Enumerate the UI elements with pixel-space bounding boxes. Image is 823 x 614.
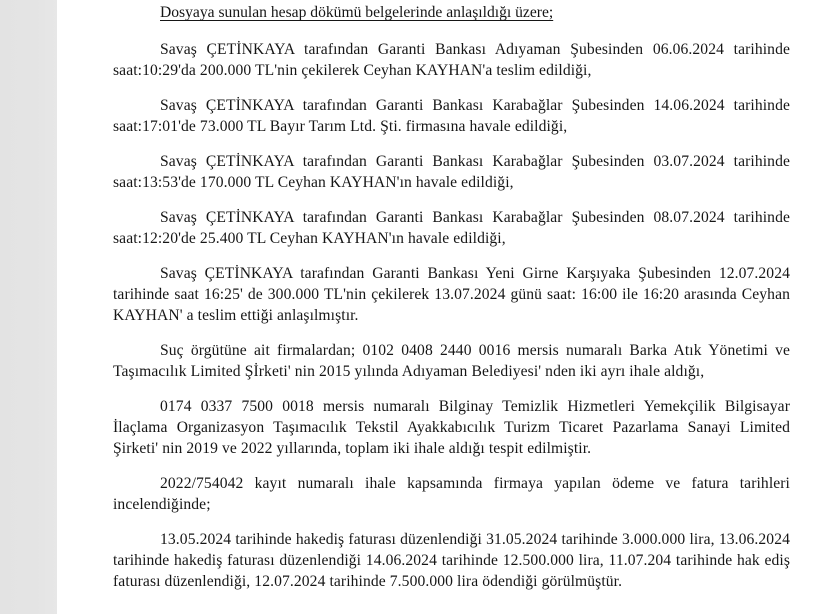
paragraph-company-barka: Suç örgütüne ait firmalardan; 0102 0408 2440 0016 mersis numaralı Barka Atık Yönetimi ve Taşımacılık Limited Şİrketi' nin 2015 yılında Adıyaman Belediyesi' nden iki ayrı ihale aldığı, bbox=[113, 342, 790, 380]
paragraph-company-bilginay: 0174 0337 7500 0018 mersis numaralı Bilginay Temizlik Hizmetleri Yemekçilik Bilgisayar İlaçlama Organizasyon Taşımacılık Tekstil Ayakkabıcılık Turizm Ticaret Pazarlama Sanayi Limited Şirketi' nin 2019 ve 2022 yıllarında, toplam iki ihale aldığı tespit edilmiştir. bbox=[113, 398, 790, 457]
document-page bbox=[57, 0, 823, 614]
paragraph-bank-withdrawal-1: Savaş ÇETİNKAYA tarafından Garanti Bankası Adıyaman Şubesinden 06.06.2024 tarihinde saat:10:29'da 200.000 TL'nin çekilerek Ceyhan KAYHAN'a teslim edildiği, bbox=[113, 41, 790, 79]
paragraph-bank-transfer-2: Savaş ÇETİNKAYA tarafından Garanti Bankası Karabağlar Şubesinden 14.06.2024 tarihinde saat:17:01'de 73.000 TL Bayır Tarım Ltd. Şti. firmasına havale edildiği, bbox=[113, 97, 790, 135]
paragraph-invoice-payments: 13.05.2024 tarihinde hakediş faturası düzenlendiği 31.05.2024 tarihinde 3.000.000 lira, 13.06.2024 tarihinde hakediş faturası düzenlendiği 14.06.2024 tarihinde 12.500.000 lira, 11.07.204 tarihinde hak ediş faturası düzenlendiği, 12.07.2024 tarihinde 7.500.000 lira ödendiği görülmüştür. bbox=[113, 531, 790, 590]
document-heading: Dosyaya sunulan hesap dökümü belgelerinde anlaşıldığı üzere; bbox=[160, 4, 554, 21]
paragraph-tender-record: 2022/754042 kayıt numaralı ihale kapsamında firmaya yapılan ödeme ve fatura tarihleri incelendiğinde; bbox=[113, 475, 790, 513]
paragraph-bank-transfer-4: Savaş ÇETİNKAYA tarafından Garanti Bankası Karabağlar Şubesinden 08.07.2024 tarihinde saat:12:20'de 25.400 TL Ceyhan KAYHAN'ın havale edildiği, bbox=[113, 209, 790, 247]
paragraph-bank-withdrawal-5: Savaş ÇETİNKAYA tarafından Garanti Bankası Yeni Girne Karşıyaka Şubesinden 12.07.2024 tarihinde saat 16:25' de 300.000 TL'nin çekilerek 13.07.2024 günü saat: 16:00 ile 16:20 arasında Ceyhan KAYHAN' a teslim ettiği anlaşılmıştır. bbox=[113, 265, 790, 324]
viewer-gutter bbox=[0, 0, 57, 614]
paragraph-bank-transfer-3: Savaş ÇETİNKAYA tarafından Garanti Bankası Karabağlar Şubesinden 03.07.2024 tarihinde saat:13:53'de 170.000 TL Ceyhan KAYHAN'ın havale edildiği, bbox=[113, 153, 790, 191]
